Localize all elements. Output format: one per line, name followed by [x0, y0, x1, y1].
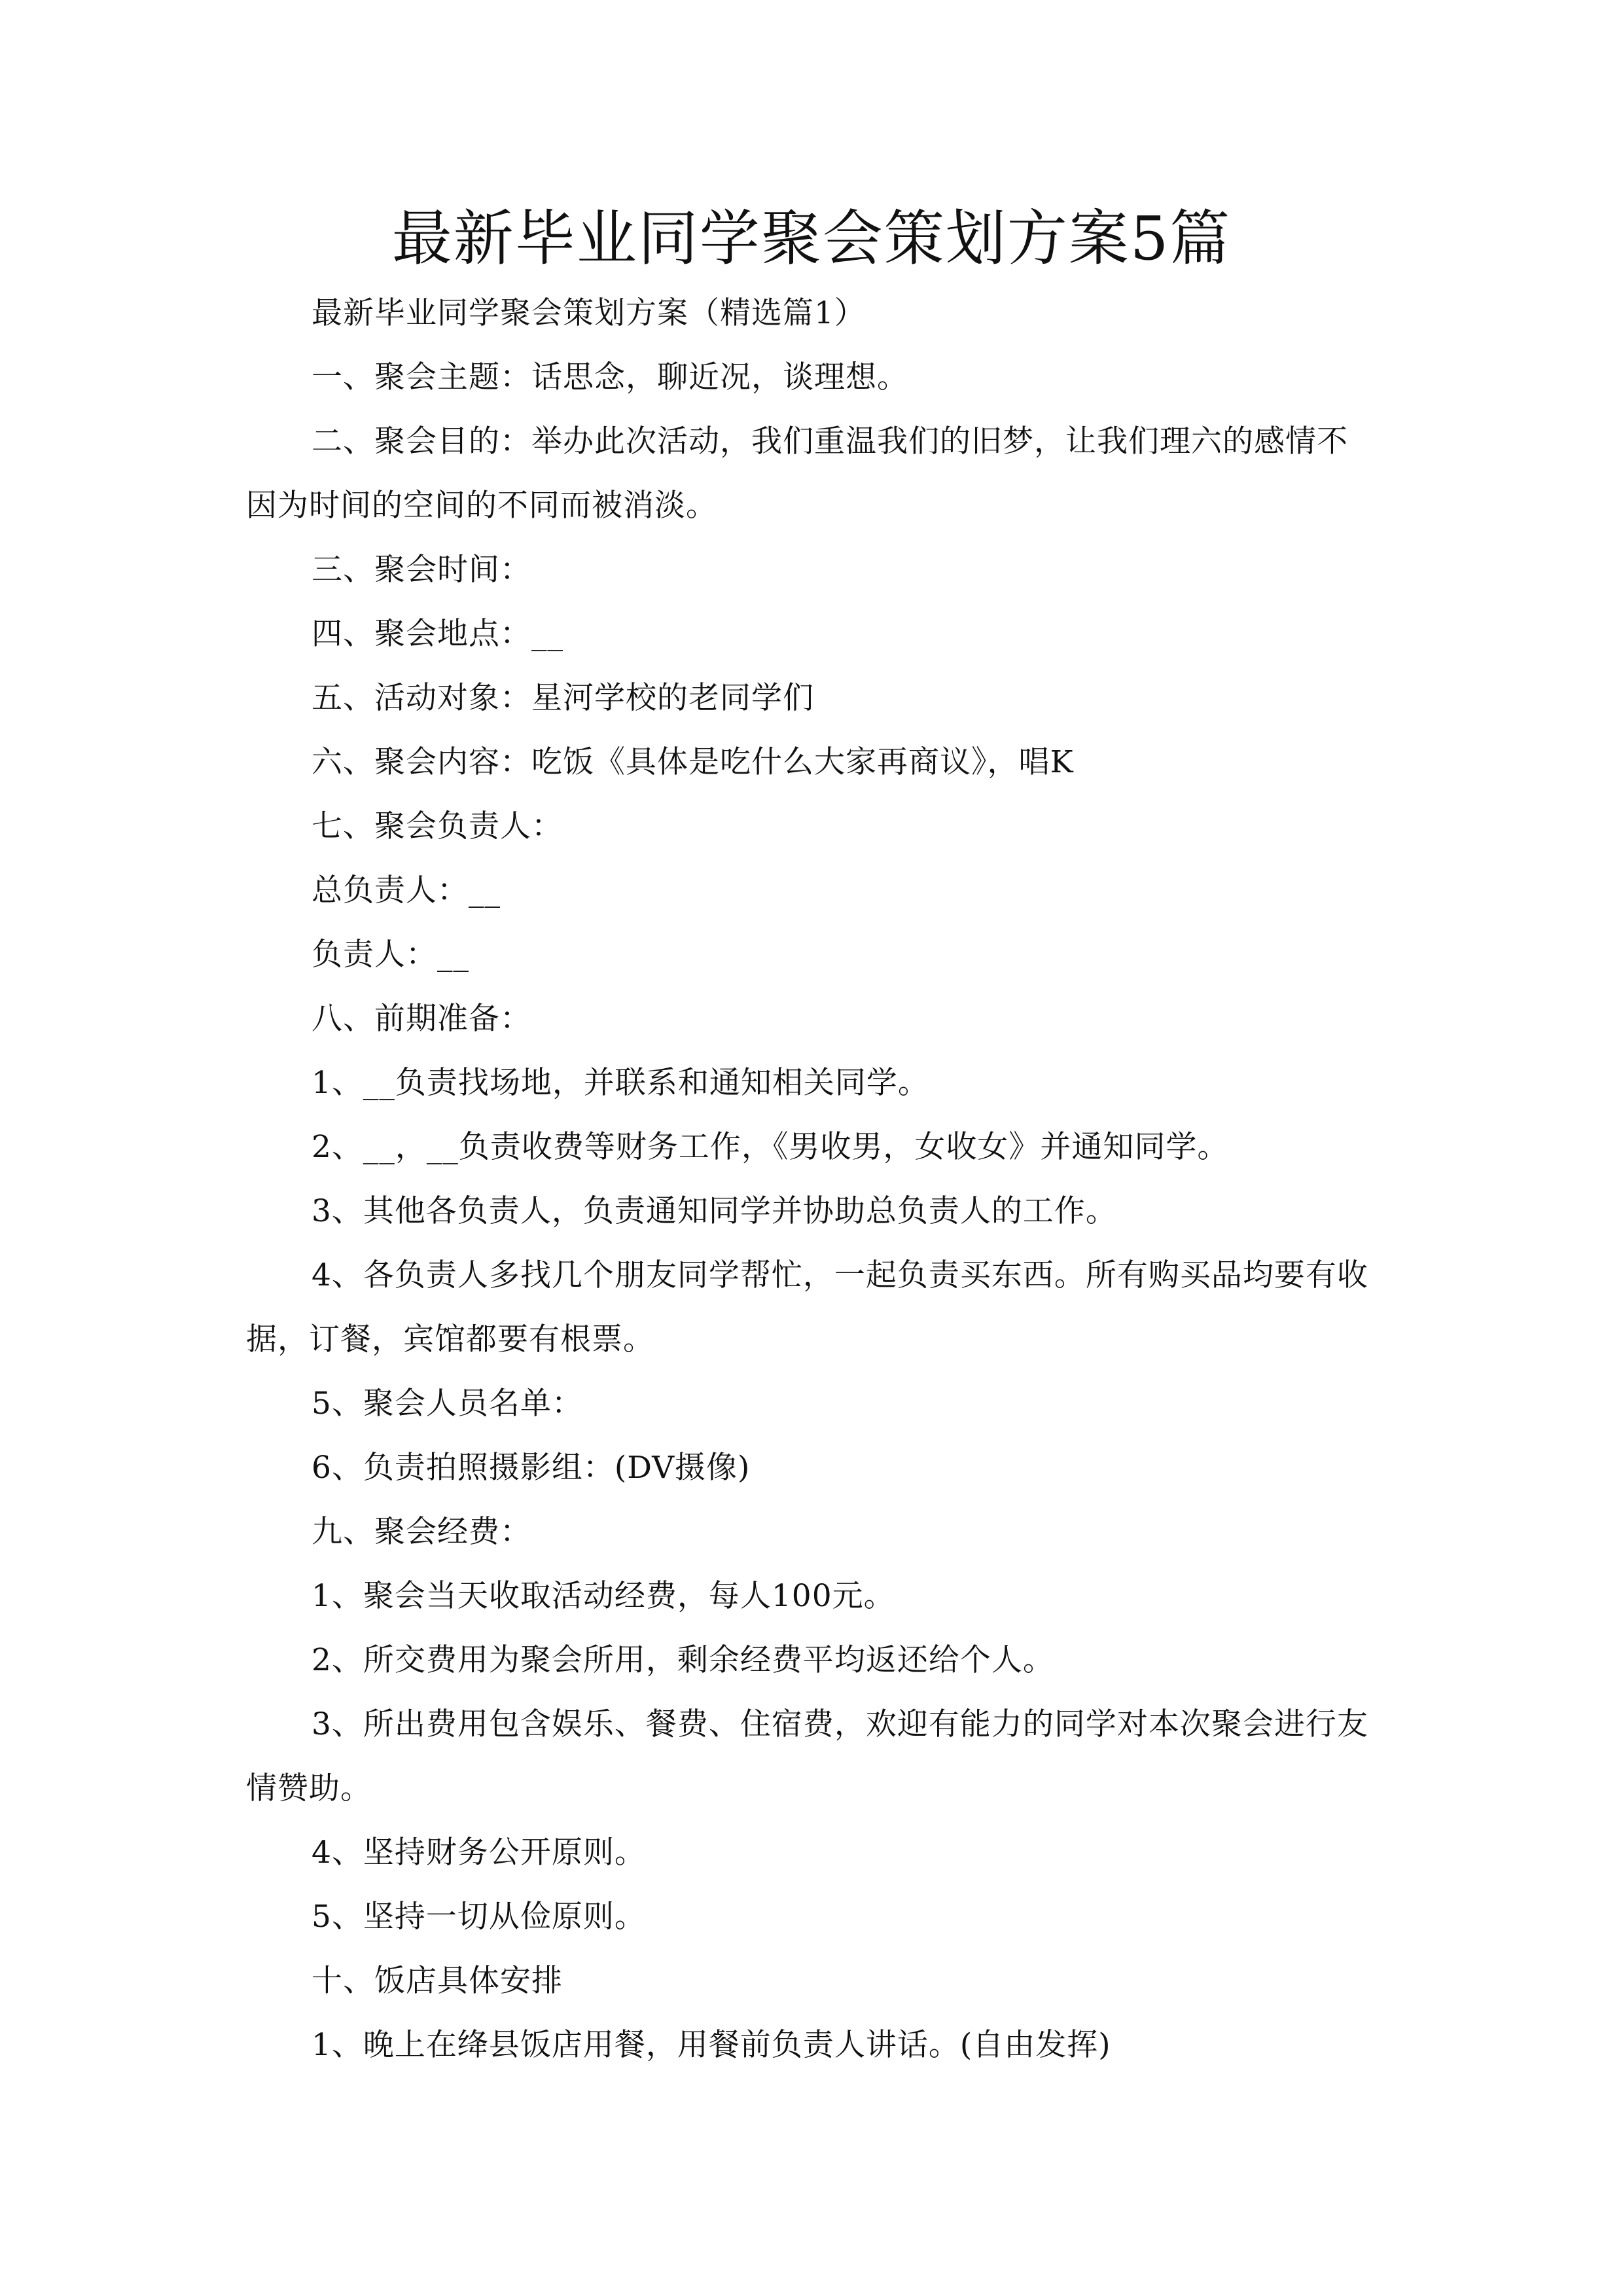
paragraph: 九、聚会经费：: [312, 1514, 531, 1550]
paragraph: 2、所交费用为聚会所用，剩余经费平均返还给个人。: [312, 1642, 1054, 1678]
paragraph: 一、聚会主题：话思念，聊近况，谈理想。: [312, 359, 908, 395]
paragraph: 3、其他各负责人，负责通知同学并协助总负责人的工作。: [312, 1193, 1117, 1229]
paragraph: 1、晚上在绛县饭店用餐，用餐前负责人讲话。(自由发挥): [312, 2027, 1111, 2063]
paragraph: 负责人：__: [312, 937, 469, 973]
paragraph: 五、活动对象：星河学校的老同学们: [312, 680, 814, 716]
paragraph: 1、__负责找场地，并联系和通知相关同学。: [312, 1065, 929, 1101]
paragraph: 最新毕业同学聚会策划方案（精选篇1）: [312, 295, 866, 331]
document-body: [246, 281, 1378, 2077]
paragraph: 三、聚会时间：: [312, 552, 531, 588]
paragraph: 1、聚会当天收取活动经费，每人100元。: [312, 1578, 895, 1614]
paragraph: 十、饭店具体安排: [312, 1963, 563, 1999]
paragraph: 二、聚会目的：举办此次活动，我们重温我们的旧梦，让我们理六的感情不因为时间的空间的不同而被消淡。: [246, 423, 1348, 524]
paragraph: 总负责人：__: [312, 872, 501, 908]
paragraph: 6、负责拍照摄影组：(DV摄像): [312, 1450, 751, 1486]
document-title: 最新毕业同学聚会策划方案5篇: [391, 204, 1232, 274]
paragraph: 四、聚会地点：__: [312, 616, 563, 652]
paragraph: 2、__，__负责收费等财务工作，《男收男，女收女》并通知同学。: [312, 1129, 1229, 1165]
paragraph: 5、聚会人员名单：: [312, 1386, 583, 1422]
paragraph: 4、坚持财务公开原则。: [312, 1835, 646, 1871]
paragraph: 六、聚会内容：吃饭《具体是吃什么大家再商议》，唱K: [312, 744, 1074, 780]
paragraph: 八、前期准备：: [312, 1001, 531, 1037]
paragraph: 3、所出费用包含娱乐、餐费、住宿费，欢迎有能力的同学对本次聚会进行友情赞助。: [246, 1706, 1368, 1806]
paragraph: 4、各负责人多找几个朋友同学帮忙，一起负责买东西。所有购买品均要有收据，订餐，宾馆都要有根票。: [246, 1257, 1368, 1357]
paragraph: 七、聚会负责人：: [312, 808, 563, 844]
paragraph: 5、坚持一切从俭原则。: [312, 1899, 646, 1935]
